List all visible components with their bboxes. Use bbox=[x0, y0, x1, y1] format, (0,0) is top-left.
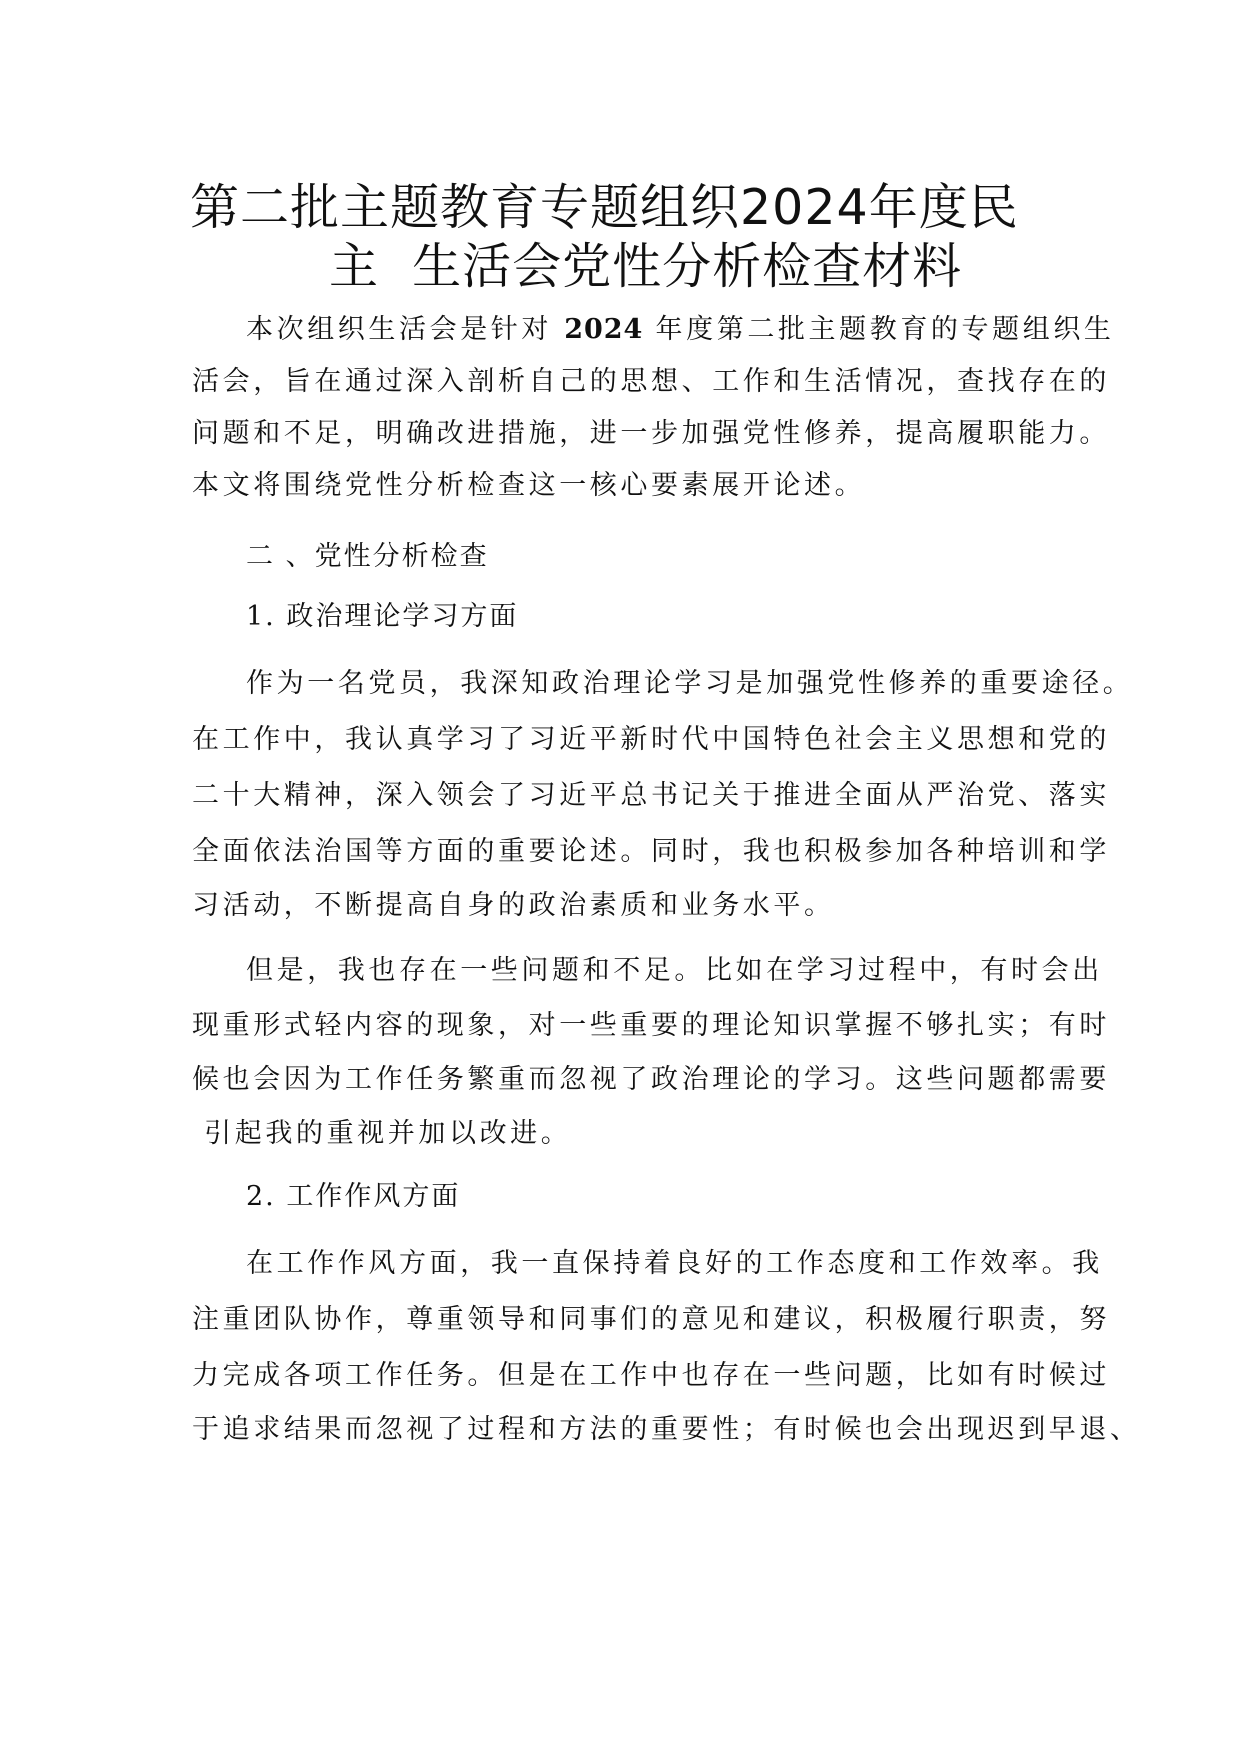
sub1-p2-line-2: 现重形式轻内容的现象，对一些重要的理论知识掌握不够扎实；有时 bbox=[192, 1010, 1110, 1041]
intro-year: 2024 bbox=[564, 314, 644, 345]
intro-line-2: 活会，旨在通过深入剖析自己的思想、工作和生活情况，查找存在的 bbox=[192, 366, 1110, 397]
sub1-p2-line-3: 候也会因为工作任务繁重而忽视了政治理论的学习。这些问题都需要 bbox=[192, 1064, 1110, 1095]
document-title-line-1: 第二批主题教育专题组织2024年度民 bbox=[190, 179, 1019, 236]
sub2-p1-line-2: 注重团队协作，尊重领导和同事们的意见和建议，积极履行职责，努 bbox=[192, 1304, 1110, 1335]
sub2-p1-line-3: 力完成各项工作任务。但是在工作中也存在一些问题，比如有时候过 bbox=[192, 1360, 1110, 1391]
sub2-p1-line-1: 在工作作风方面，我一直保持着良好的工作态度和工作效率。我 bbox=[246, 1248, 1103, 1279]
sub1-p1-line-1: 作为一名党员，我深知政治理论学习是加强党性修养的重要途径。 bbox=[246, 668, 1134, 699]
sub1-p1-line-5: 习活动，不断提高自身的政治素质和业务水平。 bbox=[192, 890, 835, 921]
intro-line-1 bbox=[246, 310, 1115, 350]
intro-line-4: 本文将围绕党性分析检查这一核心要素展开论述。 bbox=[192, 470, 866, 501]
sub1-p1-line-4: 全面依法治国等方面的重要论述。同时，我也积极参加各种培训和学 bbox=[192, 836, 1110, 867]
subsection-1-heading: 1. 政治理论学习方面 bbox=[246, 601, 519, 632]
intro-line-3: 问题和不足，明确改进措施，进一步加强党性修养，提高履职能力。 bbox=[192, 418, 1110, 449]
sub2-p1-line-4: 于追求结果而忽视了过程和方法的重要性；有时候也会出现迟到早退、 bbox=[192, 1414, 1141, 1445]
sub1-p1-line-3: 二十大精神，深入领会了习近平总书记关于推进全面从严治党、落实 bbox=[192, 780, 1110, 811]
intro-text-a: 本次组织生活会是针对 bbox=[246, 314, 565, 345]
subsection-2-heading: 2. 工作作风方面 bbox=[246, 1181, 461, 1212]
sub1-p2-line-4: 引起我的重视并加以改进。 bbox=[192, 1118, 572, 1149]
document-title-line-2: 主 生活会党性分析检查材料 bbox=[329, 238, 963, 295]
sub1-p1-line-2: 在工作中，我认真学习了习近平新时代中国特色社会主义思想和党的 bbox=[192, 724, 1110, 755]
sub1-p2-line-1: 但是，我也存在一些问题和不足。比如在学习过程中，有时会出 bbox=[246, 955, 1103, 986]
section-heading: 二 、党性分析检查 bbox=[246, 541, 489, 572]
intro-text-b: 年度第二批主题教育的专题组织生 bbox=[643, 314, 1115, 345]
